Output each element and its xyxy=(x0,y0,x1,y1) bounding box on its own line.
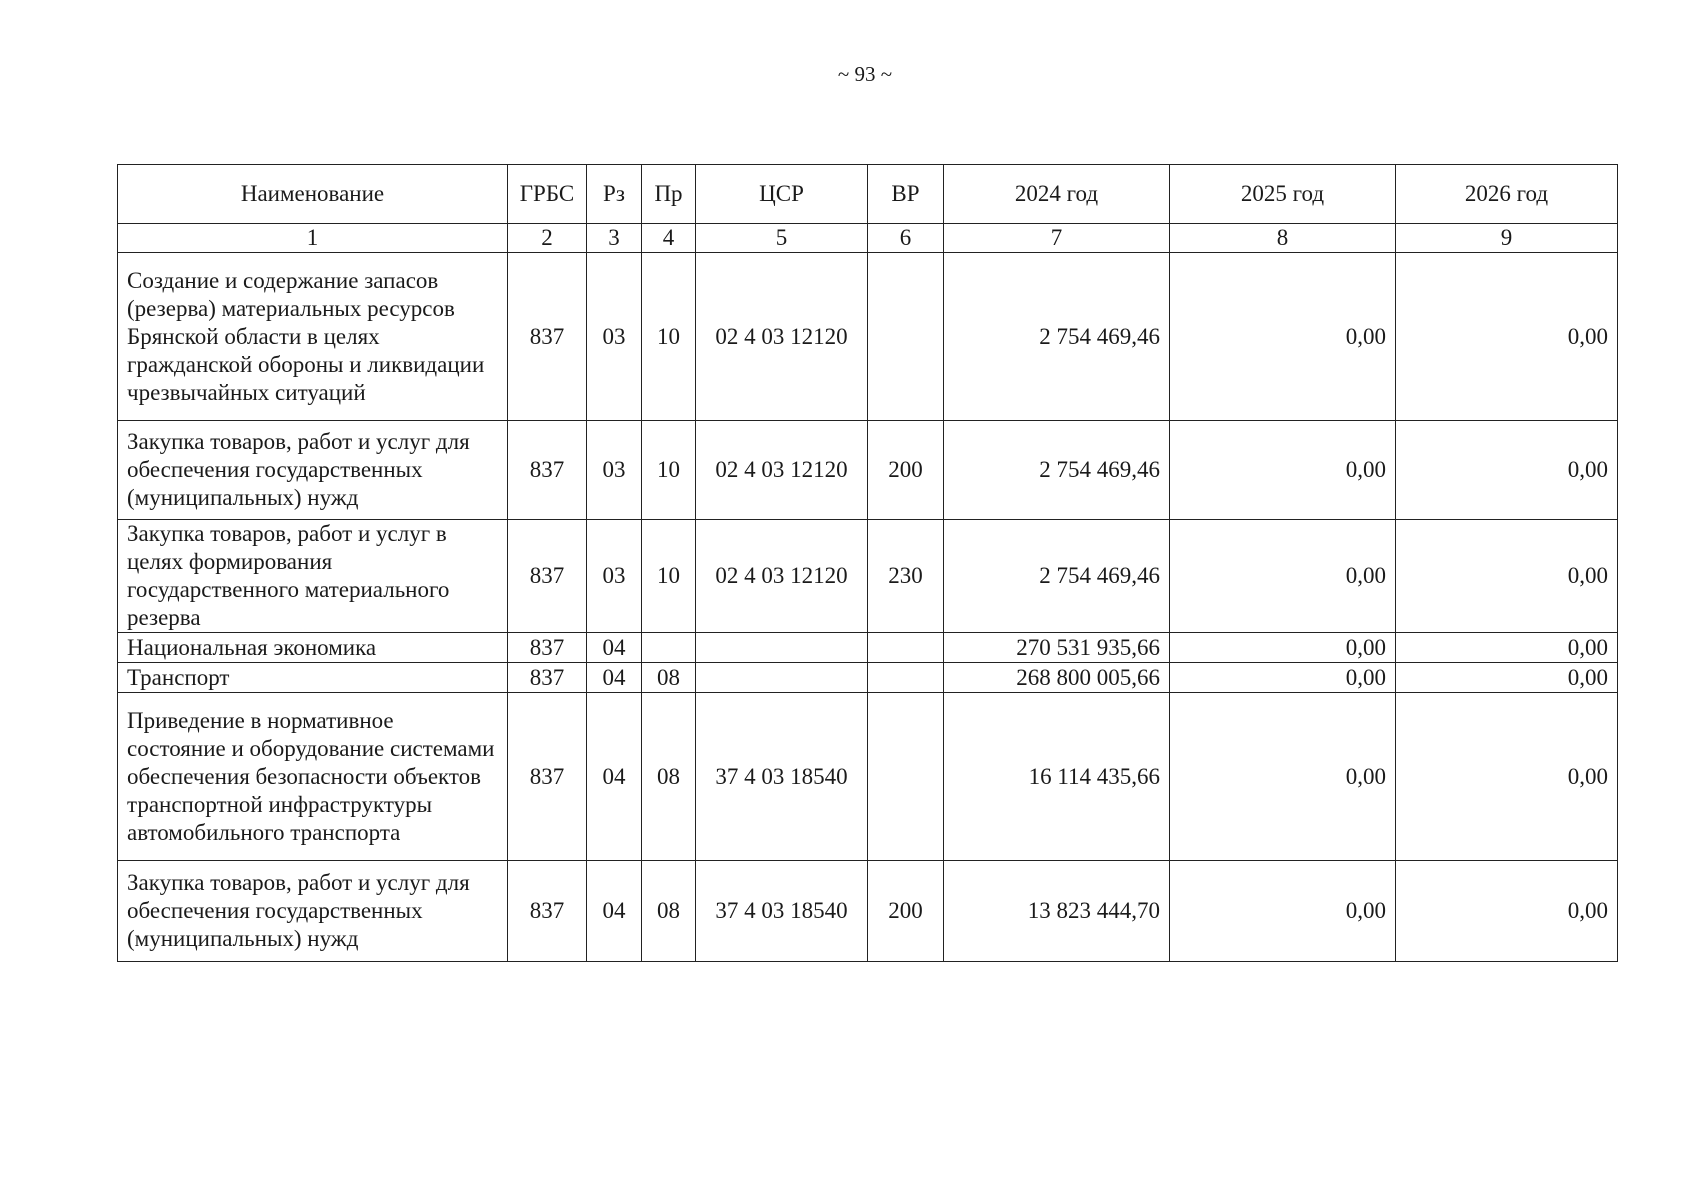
header-csr: ЦСР xyxy=(696,165,868,224)
row-csr: 37 4 03 18540 xyxy=(696,861,868,962)
column-number: 1 xyxy=(118,224,508,253)
row-csr: 37 4 03 18540 xyxy=(696,693,868,861)
row-grbs: 837 xyxy=(508,253,587,421)
row-rz: 04 xyxy=(587,861,642,962)
row-grbs: 837 xyxy=(508,520,587,633)
column-number: 8 xyxy=(1170,224,1396,253)
table-row xyxy=(118,253,1618,421)
row-name: Транспорт xyxy=(118,663,508,693)
table-header-row xyxy=(118,165,1618,224)
row-2024: 16 114 435,66 xyxy=(944,693,1170,861)
row-2025: 0,00 xyxy=(1170,520,1396,633)
row-csr: 02 4 03 12120 xyxy=(696,253,868,421)
row-pr: 10 xyxy=(642,421,696,520)
page-number: ~ 93 ~ xyxy=(837,62,893,86)
row-2026: 0,00 xyxy=(1396,633,1618,663)
row-name: Национальная экономика xyxy=(118,633,508,663)
row-2024: 2 754 469,46 xyxy=(944,520,1170,633)
row-2024: 2 754 469,46 xyxy=(944,253,1170,421)
row-2026: 0,00 xyxy=(1396,861,1618,962)
row-2025: 0,00 xyxy=(1170,421,1396,520)
row-pr: 10 xyxy=(642,253,696,421)
column-number: 6 xyxy=(868,224,944,253)
header-grbs: ГРБС xyxy=(508,165,587,224)
table-row xyxy=(118,693,1618,861)
header-2024: 2024 год xyxy=(944,165,1170,224)
table-row xyxy=(118,520,1618,633)
header-rz: Рз xyxy=(587,165,642,224)
row-pr: 08 xyxy=(642,861,696,962)
row-2024: 2 754 469,46 xyxy=(944,421,1170,520)
row-2025: 0,00 xyxy=(1170,663,1396,693)
row-vr: 200 xyxy=(868,861,944,962)
header-pr: Пр xyxy=(642,165,696,224)
table-row xyxy=(118,633,1618,663)
row-csr xyxy=(696,663,868,693)
row-2026: 0,00 xyxy=(1396,253,1618,421)
row-rz: 03 xyxy=(587,253,642,421)
row-pr xyxy=(642,633,696,663)
row-pr: 10 xyxy=(642,520,696,633)
row-rz: 04 xyxy=(587,663,642,693)
header-vr: ВР xyxy=(868,165,944,224)
row-grbs: 837 xyxy=(508,861,587,962)
row-csr xyxy=(696,633,868,663)
column-number: 3 xyxy=(587,224,642,253)
header-2026: 2026 год xyxy=(1396,165,1618,224)
row-grbs: 837 xyxy=(508,663,587,693)
row-2025: 0,00 xyxy=(1170,693,1396,861)
row-name: Создание и содержание запасов (резерва) материальных ресурсов Брянской области в целях гражданской обороны и ликвидации чрезвычайных ситуаций xyxy=(118,253,508,421)
row-name: Приведение в нормативное состояние и оборудование системами обеспечения безопасности объектов транспортной инфраструктуры автомобильного транспорта xyxy=(118,693,508,861)
row-2026: 0,00 xyxy=(1396,520,1618,633)
column-number: 4 xyxy=(642,224,696,253)
row-name: Закупка товаров, работ и услуг для обеспечения государственных (муниципальных) нужд xyxy=(118,421,508,520)
column-number-row xyxy=(118,224,1618,253)
row-2024: 270 531 935,66 xyxy=(944,633,1170,663)
row-name: Закупка товаров, работ и услуг в целях формирования государственного материального резерва xyxy=(118,520,508,633)
row-vr xyxy=(868,253,944,421)
row-pr: 08 xyxy=(642,693,696,861)
column-number: 9 xyxy=(1396,224,1618,253)
row-name: Закупка товаров, работ и услуг для обеспечения государственных (муниципальных) нужд xyxy=(118,861,508,962)
row-csr: 02 4 03 12120 xyxy=(696,421,868,520)
row-rz: 04 xyxy=(587,633,642,663)
row-vr xyxy=(868,633,944,663)
row-vr: 230 xyxy=(868,520,944,633)
table-row xyxy=(118,421,1618,520)
header-2025: 2025 год xyxy=(1170,165,1396,224)
row-rz: 03 xyxy=(587,421,642,520)
row-vr xyxy=(868,663,944,693)
row-2025: 0,00 xyxy=(1170,861,1396,962)
budget-table xyxy=(117,164,1618,962)
row-grbs: 837 xyxy=(508,633,587,663)
row-2025: 0,00 xyxy=(1170,253,1396,421)
row-pr: 08 xyxy=(642,663,696,693)
row-2026: 0,00 xyxy=(1396,663,1618,693)
row-csr: 02 4 03 12120 xyxy=(696,520,868,633)
row-vr xyxy=(868,693,944,861)
row-grbs: 837 xyxy=(508,693,587,861)
column-number: 5 xyxy=(696,224,868,253)
row-2024: 13 823 444,70 xyxy=(944,861,1170,962)
row-rz: 03 xyxy=(587,520,642,633)
row-2025: 0,00 xyxy=(1170,633,1396,663)
row-grbs: 837 xyxy=(508,421,587,520)
table-row xyxy=(118,861,1618,962)
row-rz: 04 xyxy=(587,693,642,861)
row-2026: 0,00 xyxy=(1396,421,1618,520)
row-2026: 0,00 xyxy=(1396,693,1618,861)
column-number: 7 xyxy=(944,224,1170,253)
row-2024: 268 800 005,66 xyxy=(944,663,1170,693)
row-vr: 200 xyxy=(868,421,944,520)
header-name: Наименование xyxy=(118,165,508,224)
column-number: 2 xyxy=(508,224,587,253)
table-row xyxy=(118,663,1618,693)
